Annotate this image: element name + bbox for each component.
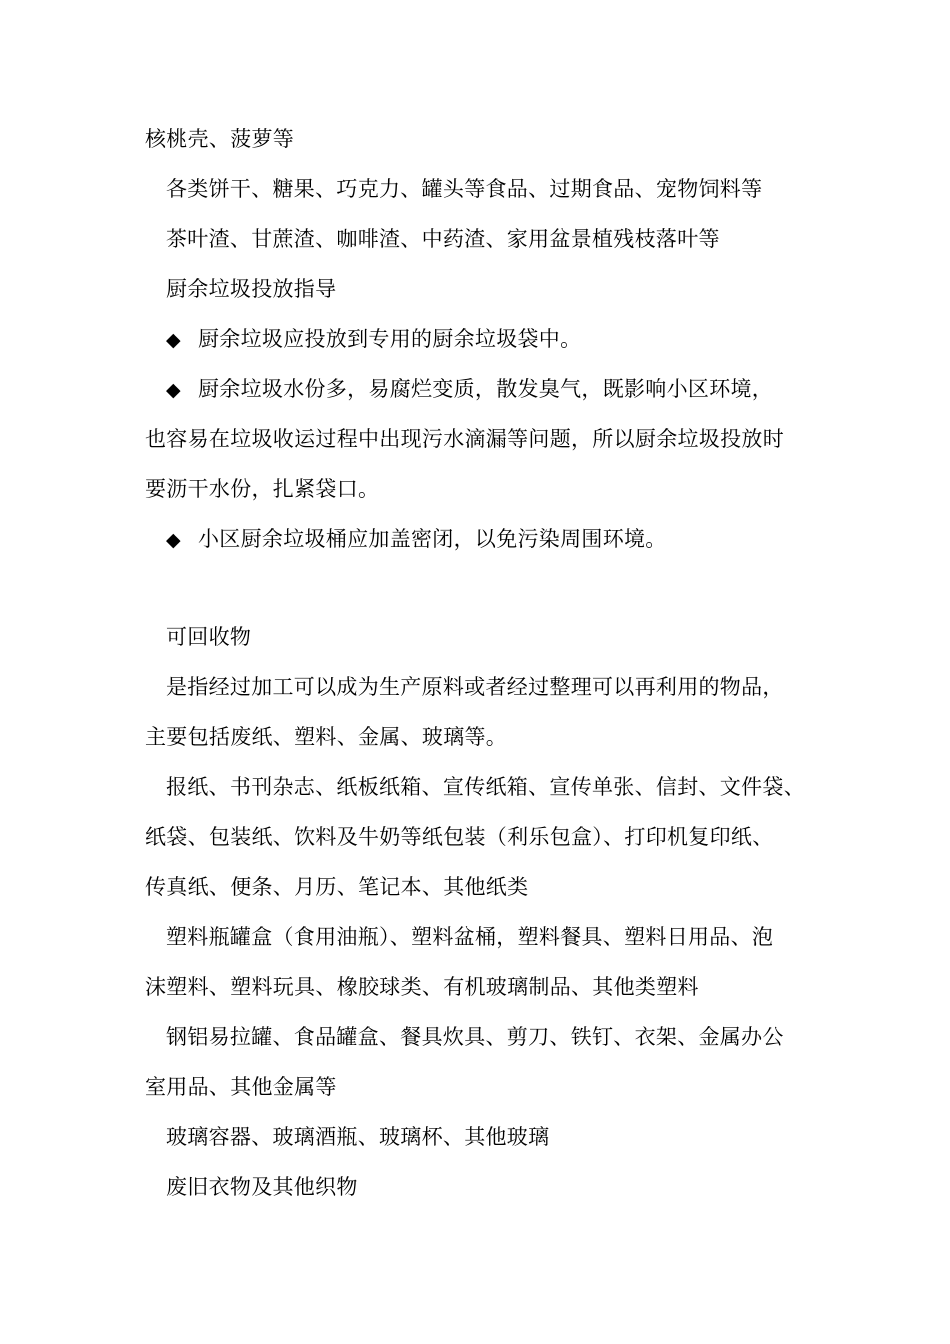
text-line: 核桃壳、菠萝等 — [145, 127, 295, 151]
section-heading: 可回收物 — [166, 625, 252, 649]
bullet-text: 厨余垃圾水份多，易腐烂变质，散发臭气，既影响小区环境， — [198, 377, 774, 401]
diamond-bullet-icon: ◆ — [166, 329, 181, 351]
diamond-bullet-icon: ◆ — [166, 379, 181, 401]
text-line: 主要包括废纸、塑料、金属、玻璃等。 — [145, 725, 508, 749]
text-line: 报纸、书刊杂志、纸板纸箱、宣传纸箱、宣传单张、信封、文件袋、 — [166, 775, 805, 799]
text-line: 茶叶渣、甘蔗渣、咖啡渣、中药渣、家用盆景植残枝落叶等 — [166, 227, 720, 251]
text-line: 玻璃容器、玻璃酒瓶、玻璃杯、其他玻璃 — [166, 1125, 550, 1149]
bullet-text: 厨余垃圾应投放到专用的厨余垃圾袋中。 — [198, 327, 582, 351]
text-line: 各类饼干、糖果、巧克力、罐头等食品、过期食品、宠物饲料等 — [166, 177, 763, 201]
diamond-bullet-icon: ◆ — [166, 529, 181, 551]
text-line: 室用品、其他金属等 — [145, 1075, 337, 1099]
text-line: 沫塑料、塑料玩具、橡胶球类、有机玻璃制品、其他类塑料 — [145, 975, 699, 999]
text-line: 传真纸、便条、月历、笔记本、其他纸类 — [145, 875, 529, 899]
text-line: 废旧衣物及其他织物 — [166, 1175, 358, 1199]
text-line: 也容易在垃圾收运过程中出现污水滴漏等问题，所以厨余垃圾投放时 — [145, 427, 784, 451]
text-line: 要沥干水份，扎紧袋口。 — [145, 477, 380, 501]
bullet-item — [145, 364, 810, 414]
text-line: 塑料瓶罐盒（食用油瓶）、塑料盆桶，塑料餐具、塑料日用品、泡 — [166, 925, 774, 949]
document-body — [145, 114, 810, 1212]
text-line: 钢铝易拉罐、食品罐盒、餐具炊具、剪刀、铁钉、衣架、金属办公 — [166, 1025, 784, 1049]
text-line: 纸袋、包装纸、饮料及牛奶等纸包装（利乐包盒）、打印机复印纸、 — [145, 825, 774, 849]
bullet-item — [145, 514, 810, 564]
paragraph-gap — [145, 564, 810, 612]
bullet-item — [145, 314, 810, 364]
section-heading: 厨余垃圾投放指导 — [166, 277, 337, 301]
text-line: 是指经过加工可以成为生产原料或者经过整理可以再利用的物品， — [166, 675, 784, 699]
bullet-text: 小区厨余垃圾桶应加盖密闭，以免污染周围环境。 — [198, 527, 667, 551]
